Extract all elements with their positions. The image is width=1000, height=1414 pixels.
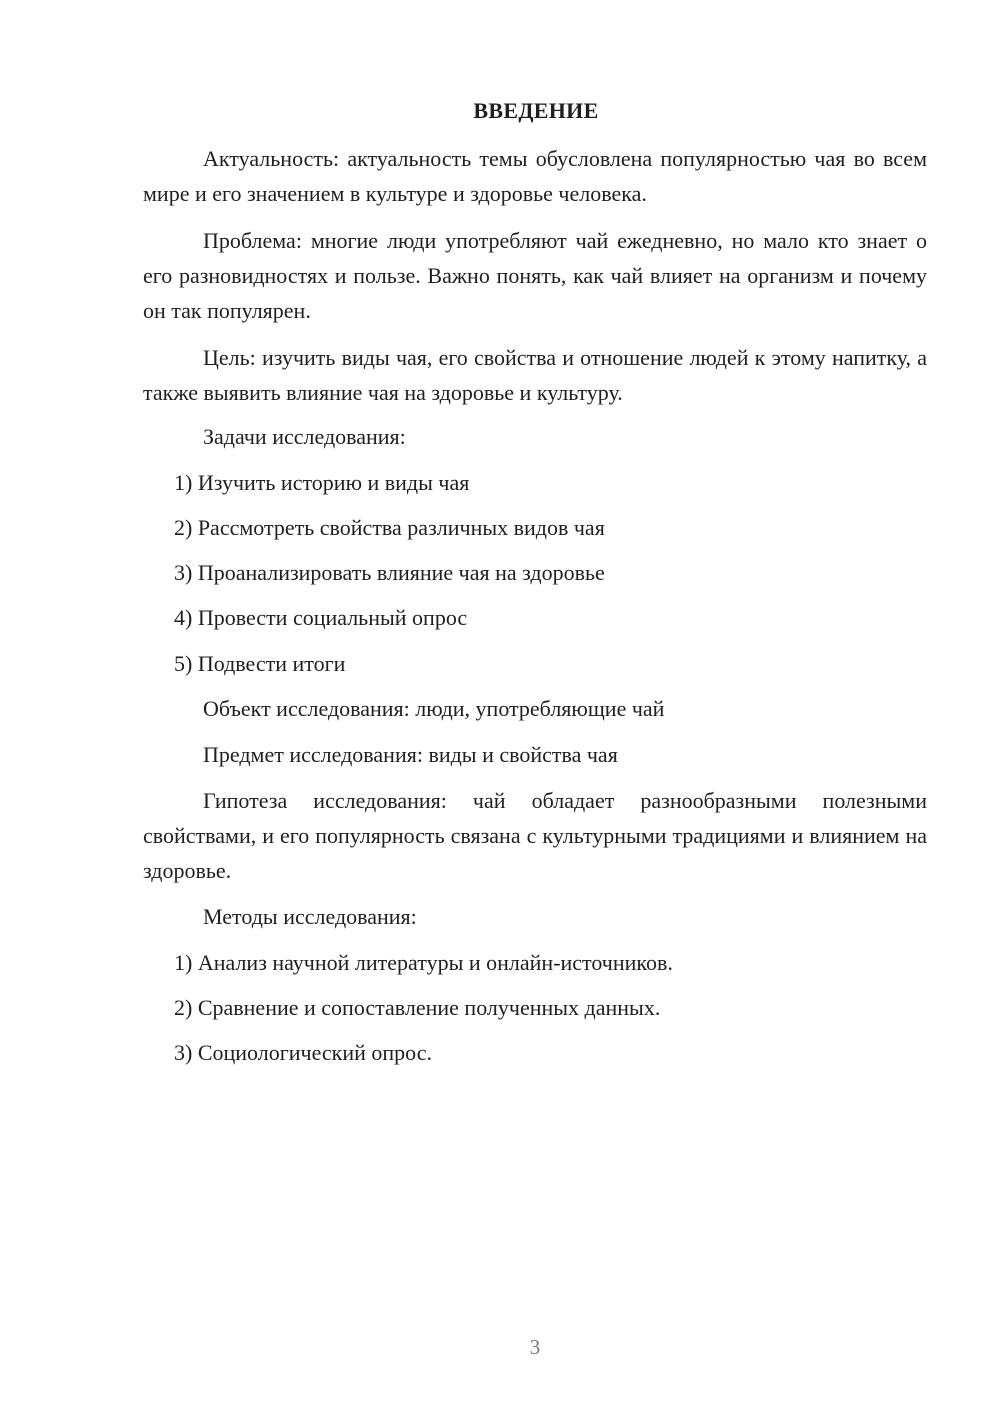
task-item: 3) Проанализировать влияние чая на здоровье (174, 560, 605, 585)
problem-paragraph: Проблема: многие люди употребляют чай ежедневно, но мало кто знает о его разновидностях и пользе. Важно понять, как чай влияет на организм и почему он так популярен. (143, 228, 927, 323)
methods-heading: Методы исследования: (203, 904, 417, 929)
object-line: Объект исследования: люди, употребляющие чай (203, 696, 665, 721)
hypothesis-paragraph: Гипотеза исследования: чай обладает разнообразными полезными свойствами, и его популярность связана с культурными традициями и влиянием на здоровье. (143, 788, 927, 883)
tasks-heading: Задачи исследования: (203, 424, 406, 449)
method-item: 1) Анализ научной литературы и онлайн-источников. (174, 950, 673, 975)
subject-line: Предмет исследования: виды и свойства чая (203, 742, 618, 767)
task-item: 2) Рассмотреть свойства различных видов чая (174, 515, 605, 540)
task-item: 5) Подвести итоги (174, 651, 346, 676)
section-title: ВВЕДЕНИЕ (473, 98, 599, 123)
task-item: 1) Изучить историю и виды чая (174, 470, 470, 495)
page-number: 3 (529, 1335, 541, 1359)
relevance-paragraph: Актуальность: актуальность темы обусловлена популярностью чая во всем мире и его значением в культуре и здоровье человека. (143, 146, 927, 206)
task-item: 4) Провести социальный опрос (174, 605, 468, 630)
method-item: 3) Социологический опрос. (174, 1040, 432, 1065)
method-item: 2) Сравнение и сопоставление полученных данных. (174, 995, 661, 1020)
goal-paragraph: Цель: изучить виды чая, его свойства и отношение людей к этому напитку, а также выявить влияние чая на здоровье и культуру. (143, 345, 927, 405)
